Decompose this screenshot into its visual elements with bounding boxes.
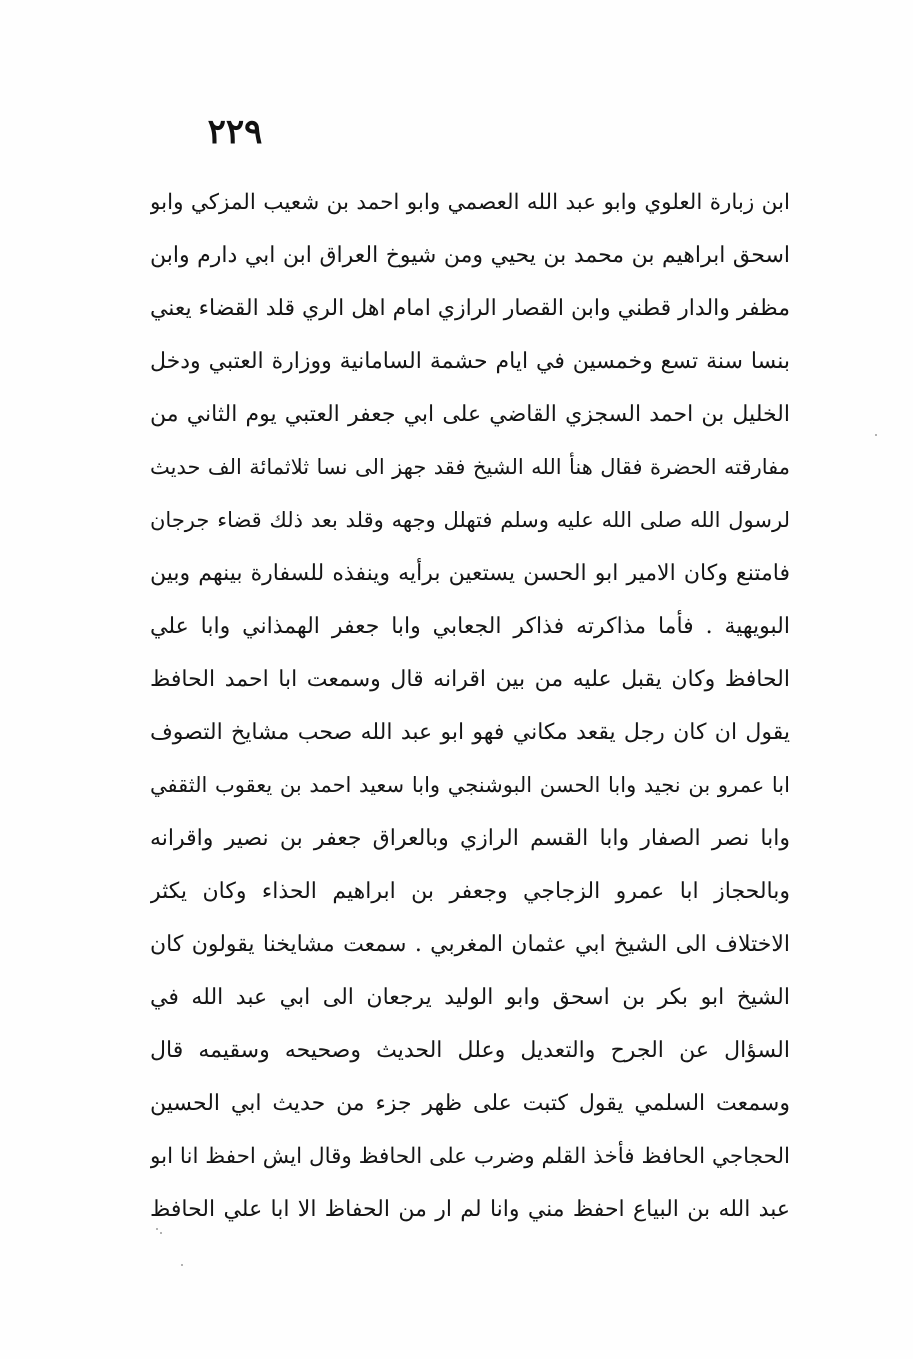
text-line: بنسا سنة تسع وخمسين في ايام حشمة السامانية ووزارة العتبي ودخل (150, 349, 790, 374)
body-text (150, 176, 790, 1236)
text-line: الشيخ ابو بكر بن اسحق وابو الوليد يرجعان الى ابي عبد الله في (150, 985, 790, 1010)
text-line: يقول ان كان رجل يقعد مكاني فهو ابو عبد الله صحب مشايخ التصوف (150, 720, 790, 745)
text-line: وابا نصر الصفار وابا القسم الرازي وبالعراق جعفر بن نصير واقرانه (150, 826, 790, 851)
text-line: لرسول الله صلى الله عليه وسلم فتهلل وجهه وقلد بعد ذلك قضاء جرجان (150, 508, 790, 532)
paper-speck (160, 1232, 162, 1234)
text-line: عبد الله بن البياع احفظ مني وانا لم ار من الحفاظ الا ابا علي الحافظ (150, 1197, 790, 1222)
text-line: الخليل بن احمد السجزي القاضي على ابي جعفر العتبي يوم الثاني من (150, 402, 790, 427)
text-line: البويهية . فأما مذاكرته فذاكر الجعابي وابا جعفر الهمذاني وابا علي (150, 614, 790, 639)
text-line: الاختلاف الى الشيخ ابي عثمان المغربي . سمعت مشايخنا يقولون كان (150, 932, 790, 957)
paper-speck (875, 434, 877, 436)
text-line: اسحق ابراهيم بن محمد بن يحيي ومن شيوخ العراق ابن ابي دارم وابن (150, 243, 790, 268)
text-line: السؤال عن الجرح والتعديل وعلل الحديث وصحيحه وسقيمه قال (150, 1038, 790, 1063)
text-line: مفارقته الحضرة فقال هنأ الله الشيخ فقد جهز الى نسا ثلاثمائة الف حديث (150, 455, 790, 479)
text-line: مظفر والدار قطني وابن القصار الرازي امام اهل الري قلد القضاء يعني (150, 296, 790, 321)
page-number: ٢٢٩ (207, 112, 263, 152)
text-line: وسمعت السلمي يقول كتبت على ظهر جزء من حديث ابي الحسين (150, 1091, 790, 1116)
text-line: ابن زبارة العلوي وابو عبد الله العصمي وابو احمد بن شعيب المزكي وابو (150, 190, 790, 215)
text-line: وبالحجاز ابا عمرو الزجاجي وجعفر بن ابراهيم الحذاء وكان يكثر (150, 879, 790, 904)
paper-speck (156, 1228, 158, 1230)
text-line: فامتنع وكان الامير ابو الحسن يستعين برأيه وينفذه للسفارة بينهم وبين (150, 561, 790, 586)
text-line: ابا عمرو بن نجيد وابا الحسن البوشنجي وابا سعيد احمد بن يعقوب الثقفي (150, 773, 790, 797)
text-line: الحجاجي الحافظ فأخذ القلم وضرب على الحافظ وقال ايش احفظ انا ابو (150, 1144, 790, 1169)
paper-speck (181, 1264, 183, 1266)
text-line: الحافظ وكان يقبل عليه من بين اقرانه قال وسمعت ابا احمد الحافظ (150, 667, 790, 692)
